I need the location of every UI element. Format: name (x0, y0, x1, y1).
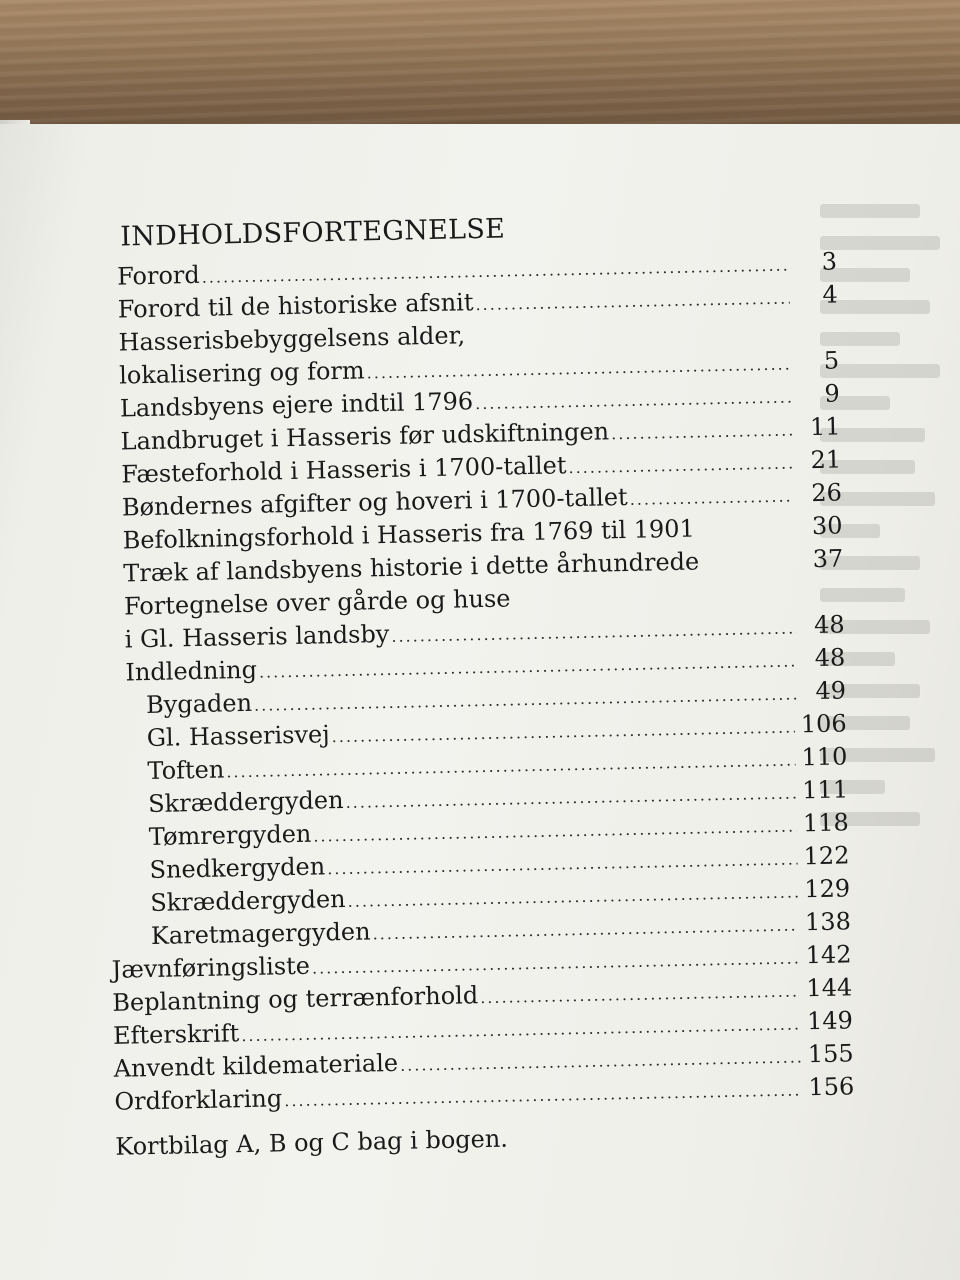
toc-entry-page: 48 (813, 610, 845, 640)
toc-entry-page: 21 (810, 445, 842, 475)
toc-entry-label: Ordforklaring (114, 1084, 283, 1116)
toc-entry-page: 9 (824, 379, 841, 408)
toc-entry-label: Karetmagergyden (150, 917, 371, 951)
toc-entry-label: lokalisering og form (118, 356, 365, 390)
toc-entry-label: Toften (147, 755, 225, 786)
toc-entry-label: Befolkningsforhold i Hasseris fra 1769 til 1901 (122, 514, 696, 555)
table-of-contents (96, 207, 856, 1161)
toc-entry-label: Tømrergyden (148, 819, 312, 852)
toc-entry-label: Snedkergyden (149, 852, 326, 885)
toc-entry-label: Jævnføringsliste (111, 951, 311, 984)
toc-entry-label: Bøndernes afgifter og hoveri i 1700-tallet (121, 482, 628, 522)
maps-note: Kortbilag A, B og C bag i bogen. (115, 1124, 509, 1161)
toc-entry-label: Hasserisbebyggelsens alder, (118, 321, 466, 357)
toc-entry-label: Træk af landsbyens historie i dette århundrede (123, 547, 700, 588)
toc-title: INDHOLDSFORTEGNELSE (119, 213, 506, 253)
toc-entry-label: i Gl. Hasseris landsby (124, 619, 390, 654)
toc-entry-label: Fortegnelse over gårde og huse (123, 584, 511, 621)
toc-entry-label: Fæsteforhold i Hasseris i 1700-tallet (121, 451, 567, 489)
toc-entry-page: 11 (809, 412, 841, 442)
toc-entry-page: 30 (811, 511, 843, 541)
toc-entry-label: Forord (116, 260, 200, 291)
toc-entry-page: 156 (808, 1072, 855, 1102)
toc-entry-page: 4 (822, 280, 838, 309)
toc-entry-page: 37 (812, 544, 844, 574)
toc-entry-label: Skræddergyden (149, 884, 346, 918)
toc-entry-label: Gl. Hasserisvej (146, 720, 330, 753)
toc-entry-page: 122 (803, 841, 850, 871)
toc-entry-page: 48 (814, 643, 846, 673)
toc-entry-page: 149 (806, 1006, 854, 1036)
toc-entry-label: Beplantning og terrænforhold (112, 981, 479, 1017)
toc-entry-label: Skræddergyden (147, 785, 344, 819)
toc-entry-page: 129 (804, 874, 851, 904)
toc-entry-page: 144 (806, 973, 853, 1003)
toc-entry-page: 3 (821, 247, 838, 276)
toc-entry-page: 49 (815, 676, 847, 706)
toc-entry-page: 155 (807, 1039, 854, 1069)
toc-entry-page: 106 (800, 709, 847, 739)
toc-entry-page: 138 (804, 907, 852, 937)
toc-entry-label: Anvendt kildemateriale (113, 1048, 399, 1083)
toc-entry-label: Efterskrift (112, 1019, 240, 1050)
toc-entry-page: 5 (823, 346, 840, 375)
toc-entry-label: Landbruget i Hasseris før udskiftningen (120, 417, 610, 456)
toc-entry-label: Indledning (125, 655, 258, 687)
toc-entry-page: 110 (801, 742, 848, 772)
toc-entry-page: 118 (802, 808, 850, 838)
toc-entry-label: Landsbyens ejere indtil 1796 (119, 387, 474, 423)
toc-entry-page: 111 (801, 775, 849, 805)
leader-dots (284, 1073, 803, 1117)
toc-entry-label: Bygaden (145, 688, 253, 720)
toc-entry-page: 26 (810, 478, 843, 508)
toc-entry-label: Forord til de historiske afsnit (117, 288, 474, 324)
toc-entry-page: 142 (805, 940, 852, 970)
